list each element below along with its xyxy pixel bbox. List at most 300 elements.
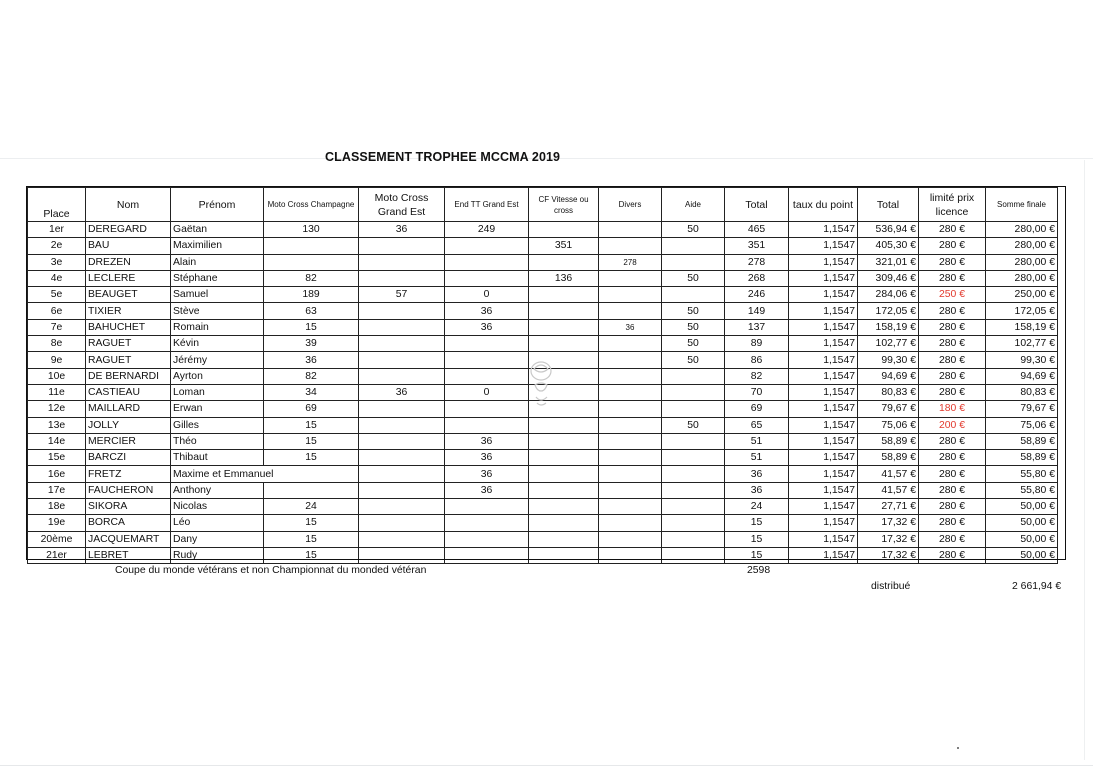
cell-end-tt	[445, 352, 529, 368]
cell-end-tt: 36	[445, 482, 529, 498]
cell-aide	[662, 368, 725, 384]
cell-limite: 180 €	[919, 401, 986, 417]
cell-somme: 80,83 €	[986, 384, 1058, 400]
cell-total-eur: 102,77 €	[858, 336, 919, 352]
cell-cf-vitesse	[529, 450, 599, 466]
cell-mx-champagne: 82	[264, 368, 359, 384]
cell-total: 36	[725, 482, 789, 498]
table-row	[28, 450, 1058, 466]
cell-mx-grand-est	[359, 254, 445, 270]
cell-aide: 50	[662, 352, 725, 368]
cell-cf-vitesse	[529, 515, 599, 531]
cell-aide	[662, 450, 725, 466]
cell-mx-champagne: 15	[264, 319, 359, 335]
cell-end-tt: 36	[445, 303, 529, 319]
cell-divers	[599, 466, 662, 482]
col-header-aide: Aide	[662, 188, 725, 222]
cell-end-tt	[445, 417, 529, 433]
cell-aide	[662, 482, 725, 498]
cell-somme: 158,19 €	[986, 319, 1058, 335]
cell-mx-grand-est	[359, 547, 445, 563]
distribue-label: distribué	[871, 581, 911, 592]
cell-divers	[599, 270, 662, 286]
cell-place: 1er	[28, 222, 86, 238]
cell-prenom: Thibaut	[171, 450, 264, 466]
cell-aide	[662, 401, 725, 417]
cell-place: 7e	[28, 319, 86, 335]
faint-stamp-mark	[525, 357, 559, 413]
cell-limite: 280 €	[919, 319, 986, 335]
cell-mx-champagne: 63	[264, 303, 359, 319]
cell-limite: 280 €	[919, 384, 986, 400]
cell-total: 15	[725, 547, 789, 563]
cell-prenom: Ayrton	[171, 368, 264, 384]
cell-total-eur: 284,06 €	[858, 287, 919, 303]
cell-total: 15	[725, 515, 789, 531]
col-header-place: Place	[28, 188, 86, 222]
cell-somme: 58,89 €	[986, 433, 1058, 449]
cell-prenom: Théo	[171, 433, 264, 449]
cell-cf-vitesse	[529, 319, 599, 335]
cell-total: 24	[725, 499, 789, 515]
cell-aide	[662, 287, 725, 303]
cell-nom: TIXIER	[86, 303, 171, 319]
cell-limite: 280 €	[919, 499, 986, 515]
cell-taux: 1,1547	[789, 515, 858, 531]
cell-end-tt	[445, 531, 529, 547]
cell-end-tt: 0	[445, 384, 529, 400]
cell-somme: 50,00 €	[986, 515, 1058, 531]
cell-aide	[662, 547, 725, 563]
cell-somme: 280,00 €	[986, 238, 1058, 254]
cell-end-tt: 0	[445, 287, 529, 303]
cell-total: 351	[725, 238, 789, 254]
cell-end-tt: 36	[445, 466, 529, 482]
cell-mx-champagne: 15	[264, 531, 359, 547]
cell-total: 137	[725, 319, 789, 335]
cell-aide: 50	[662, 222, 725, 238]
cell-place: 10e	[28, 368, 86, 384]
cell-prenom: Kévin	[171, 336, 264, 352]
cell-aide: 50	[662, 319, 725, 335]
table-row	[28, 238, 1058, 254]
cell-cf-vitesse: 136	[529, 270, 599, 286]
cell-cf-vitesse: 351	[529, 238, 599, 254]
cell-limite: 280 €	[919, 352, 986, 368]
cell-aide	[662, 433, 725, 449]
cell-place: 14e	[28, 433, 86, 449]
cell-limite: 200 €	[919, 417, 986, 433]
cell-somme: 50,00 €	[986, 499, 1058, 515]
cell-total-eur: 80,83 €	[858, 384, 919, 400]
cell-taux: 1,1547	[789, 401, 858, 417]
cell-mx-grand-est	[359, 368, 445, 384]
cell-nom: DREZEN	[86, 254, 171, 270]
cell-total: 15	[725, 531, 789, 547]
cell-nom: SIKORA	[86, 499, 171, 515]
cell-divers	[599, 531, 662, 547]
cell-taux: 1,1547	[789, 319, 858, 335]
cell-divers	[599, 417, 662, 433]
cell-end-tt: 36	[445, 319, 529, 335]
cell-aide	[662, 384, 725, 400]
cell-total: 65	[725, 417, 789, 433]
cell-cf-vitesse	[529, 303, 599, 319]
cell-place: 2e	[28, 238, 86, 254]
cell-total-eur: 27,71 €	[858, 499, 919, 515]
cell-place: 15e	[28, 450, 86, 466]
cell-place: 4e	[28, 270, 86, 286]
cell-nom: BEAUGET	[86, 287, 171, 303]
col-header-prenom: Prénom	[171, 188, 264, 222]
cell-aide	[662, 515, 725, 531]
cell-place: 21er	[28, 547, 86, 563]
cell-taux: 1,1547	[789, 254, 858, 270]
cell-limite: 280 €	[919, 515, 986, 531]
cell-limite: 250 €	[919, 287, 986, 303]
cell-somme: 280,00 €	[986, 270, 1058, 286]
cell-mx-champagne: 130	[264, 222, 359, 238]
col-header-mx-champagne: Moto Cross Champagne	[264, 188, 359, 222]
cell-prenom: Dany	[171, 531, 264, 547]
cell-mx-champagne: 24	[264, 499, 359, 515]
cell-somme: 99,30 €	[986, 352, 1058, 368]
cell-taux: 1,1547	[789, 352, 858, 368]
cell-taux: 1,1547	[789, 547, 858, 563]
cell-total-eur: 17,32 €	[858, 515, 919, 531]
cell-divers	[599, 482, 662, 498]
cell-divers	[599, 384, 662, 400]
cell-total-eur: 58,89 €	[858, 433, 919, 449]
table-row	[28, 254, 1058, 270]
cell-place: 8e	[28, 336, 86, 352]
cell-taux: 1,1547	[789, 368, 858, 384]
cell-total: 278	[725, 254, 789, 270]
cell-end-tt	[445, 547, 529, 563]
cell-limite: 280 €	[919, 222, 986, 238]
scan-artifact-line	[0, 765, 1093, 766]
cell-taux: 1,1547	[789, 287, 858, 303]
cell-limite: 280 €	[919, 254, 986, 270]
table-row	[28, 531, 1058, 547]
cell-divers	[599, 352, 662, 368]
cell-nom: BORCA	[86, 515, 171, 531]
cell-end-tt	[445, 499, 529, 515]
cell-taux: 1,1547	[789, 466, 858, 482]
cell-nom: JACQUEMART	[86, 531, 171, 547]
col-header-mx-grand-est: Moto Cross Grand Est	[359, 188, 445, 222]
cell-nom: RAGUET	[86, 336, 171, 352]
scan-speck	[957, 747, 959, 749]
cell-total-eur: 94,69 €	[858, 368, 919, 384]
cell-mx-grand-est	[359, 515, 445, 531]
cell-aide: 50	[662, 336, 725, 352]
cell-total: 51	[725, 433, 789, 449]
cell-total: 268	[725, 270, 789, 286]
table-row	[28, 515, 1058, 531]
table-row	[28, 499, 1058, 515]
cell-taux: 1,1547	[789, 303, 858, 319]
cell-nom: BARCZI	[86, 450, 171, 466]
cell-end-tt	[445, 368, 529, 384]
cell-divers	[599, 336, 662, 352]
cell-mx-champagne: 15	[264, 450, 359, 466]
cell-cf-vitesse	[529, 287, 599, 303]
cell-mx-champagne: 15	[264, 433, 359, 449]
cell-divers	[599, 303, 662, 319]
cell-aide: 50	[662, 303, 725, 319]
col-header-total: Total	[725, 188, 789, 222]
cell-end-tt: 36	[445, 433, 529, 449]
cell-divers	[599, 401, 662, 417]
cell-place: 5e	[28, 287, 86, 303]
cell-end-tt	[445, 270, 529, 286]
cell-end-tt	[445, 515, 529, 531]
cell-nom: FAUCHERON	[86, 482, 171, 498]
cell-place: 16e	[28, 466, 86, 482]
cell-total-eur: 17,32 €	[858, 531, 919, 547]
cell-end-tt: 249	[445, 222, 529, 238]
cell-nom: BAHUCHET	[86, 319, 171, 335]
cell-prenom: Maxime et Emmanuel	[171, 466, 359, 482]
cell-total: 36	[725, 466, 789, 482]
cell-taux: 1,1547	[789, 222, 858, 238]
cell-prenom: Maximilien	[171, 238, 264, 254]
cell-limite: 280 €	[919, 433, 986, 449]
cell-mx-champagne: 15	[264, 515, 359, 531]
col-header-limite: limité prix licence	[919, 188, 986, 222]
cell-total: 51	[725, 450, 789, 466]
cell-total: 465	[725, 222, 789, 238]
table-row	[28, 319, 1058, 335]
cell-taux: 1,1547	[789, 482, 858, 498]
cell-mx-grand-est	[359, 303, 445, 319]
scan-artifact-line	[1084, 160, 1085, 760]
cell-limite: 280 €	[919, 368, 986, 384]
cell-somme: 58,89 €	[986, 450, 1058, 466]
cell-prenom: Stéphane	[171, 270, 264, 286]
cell-divers	[599, 433, 662, 449]
table-row	[28, 417, 1058, 433]
cell-place: 13e	[28, 417, 86, 433]
col-header-nom: Nom	[86, 188, 171, 222]
cell-total: 82	[725, 368, 789, 384]
cell-total-eur: 17,32 €	[858, 547, 919, 563]
cell-mx-grand-est	[359, 450, 445, 466]
cell-cf-vitesse	[529, 547, 599, 563]
table-row	[28, 466, 1058, 482]
cell-total-eur: 172,05 €	[858, 303, 919, 319]
table-row	[28, 303, 1058, 319]
cell-cf-vitesse	[529, 466, 599, 482]
cell-cf-vitesse	[529, 254, 599, 270]
cell-place: 18e	[28, 499, 86, 515]
cell-taux: 1,1547	[789, 499, 858, 515]
cell-mx-champagne: 69	[264, 401, 359, 417]
table-row	[28, 270, 1058, 286]
cell-place: 9e	[28, 352, 86, 368]
cell-cf-vitesse	[529, 482, 599, 498]
cell-total-eur: 41,57 €	[858, 482, 919, 498]
cell-prenom: Nicolas	[171, 499, 264, 515]
footer-note: Coupe du monde vétérans et non Championnat du monded vétéran	[115, 565, 427, 576]
cell-mx-grand-est	[359, 319, 445, 335]
cell-taux: 1,1547	[789, 450, 858, 466]
cell-end-tt: 36	[445, 450, 529, 466]
cell-somme: 55,80 €	[986, 482, 1058, 498]
cell-limite: 280 €	[919, 450, 986, 466]
cell-mx-champagne: 15	[264, 417, 359, 433]
table-row	[28, 482, 1058, 498]
col-header-taux: taux du point	[789, 188, 858, 222]
cell-somme: 250,00 €	[986, 287, 1058, 303]
cell-place: 12e	[28, 401, 86, 417]
cell-taux: 1,1547	[789, 336, 858, 352]
cell-divers: 36	[599, 319, 662, 335]
cell-mx-grand-est	[359, 270, 445, 286]
cell-divers	[599, 222, 662, 238]
cell-nom: RAGUET	[86, 352, 171, 368]
cell-cf-vitesse	[529, 433, 599, 449]
cell-prenom: Gilles	[171, 417, 264, 433]
cell-nom: MAILLARD	[86, 401, 171, 417]
cell-divers	[599, 368, 662, 384]
cell-mx-grand-est	[359, 466, 445, 482]
cell-somme: 55,80 €	[986, 466, 1058, 482]
cell-total-eur: 41,57 €	[858, 466, 919, 482]
cell-mx-champagne: 189	[264, 287, 359, 303]
col-header-divers: Divers	[599, 188, 662, 222]
cell-place: 3e	[28, 254, 86, 270]
cell-total: 149	[725, 303, 789, 319]
cell-mx-champagne	[264, 482, 359, 498]
cell-nom: LECLERE	[86, 270, 171, 286]
cell-cf-vitesse	[529, 222, 599, 238]
cell-mx-grand-est	[359, 531, 445, 547]
cell-taux: 1,1547	[789, 238, 858, 254]
cell-total-eur: 158,19 €	[858, 319, 919, 335]
cell-limite: 280 €	[919, 547, 986, 563]
table-row	[28, 287, 1058, 303]
cell-total: 86	[725, 352, 789, 368]
cell-cf-vitesse	[529, 417, 599, 433]
cell-nom: FRETZ	[86, 466, 171, 482]
cell-mx-champagne: 34	[264, 384, 359, 400]
cell-total-eur: 99,30 €	[858, 352, 919, 368]
cell-total-eur: 405,30 €	[858, 238, 919, 254]
cell-nom: DE BERNARDI	[86, 368, 171, 384]
cell-end-tt	[445, 254, 529, 270]
cell-divers	[599, 450, 662, 466]
cell-aide	[662, 499, 725, 515]
cell-aide	[662, 254, 725, 270]
cell-mx-champagne: 82	[264, 270, 359, 286]
cell-somme: 94,69 €	[986, 368, 1058, 384]
cell-aide	[662, 531, 725, 547]
cell-prenom: Jérémy	[171, 352, 264, 368]
cell-total: 89	[725, 336, 789, 352]
cell-place: 11e	[28, 384, 86, 400]
cell-prenom: Rudy	[171, 547, 264, 563]
cell-mx-grand-est	[359, 417, 445, 433]
cell-total-eur: 536,94 €	[858, 222, 919, 238]
cell-somme: 172,05 €	[986, 303, 1058, 319]
cell-total: 246	[725, 287, 789, 303]
cell-nom: BAU	[86, 238, 171, 254]
distribue-total: 2 661,94 €	[1012, 581, 1062, 592]
cell-mx-grand-est	[359, 238, 445, 254]
cell-somme: 50,00 €	[986, 547, 1058, 563]
table-row	[28, 547, 1058, 563]
cell-place: 20ème	[28, 531, 86, 547]
cell-somme: 75,06 €	[986, 417, 1058, 433]
cell-prenom: Erwan	[171, 401, 264, 417]
page-title: CLASSEMENT TROPHEE MCCMA 2019	[325, 150, 561, 164]
cell-mx-grand-est	[359, 433, 445, 449]
cell-mx-grand-est	[359, 499, 445, 515]
cell-taux: 1,1547	[789, 531, 858, 547]
cell-somme: 50,00 €	[986, 531, 1058, 547]
cell-aide: 50	[662, 417, 725, 433]
cell-prenom: Romain	[171, 319, 264, 335]
cell-limite: 280 €	[919, 238, 986, 254]
cell-taux: 1,1547	[789, 433, 858, 449]
table-row	[28, 222, 1058, 238]
cell-limite: 280 €	[919, 270, 986, 286]
cell-divers	[599, 547, 662, 563]
cell-total-eur: 58,89 €	[858, 450, 919, 466]
cell-divers	[599, 515, 662, 531]
col-header-total-eur: Total	[858, 188, 919, 222]
cell-aide	[662, 466, 725, 482]
cell-mx-grand-est	[359, 482, 445, 498]
col-header-somme: Somme finale	[986, 188, 1058, 222]
cell-nom: CASTIEAU	[86, 384, 171, 400]
col-header-end-tt: End TT Grand Est	[445, 188, 529, 222]
cell-mx-grand-est: 36	[359, 384, 445, 400]
cell-divers	[599, 499, 662, 515]
cell-mx-grand-est: 57	[359, 287, 445, 303]
cell-taux: 1,1547	[789, 384, 858, 400]
cell-mx-grand-est	[359, 401, 445, 417]
cell-prenom: Stève	[171, 303, 264, 319]
cell-limite: 280 €	[919, 482, 986, 498]
cell-limite: 280 €	[919, 531, 986, 547]
cell-total: 69	[725, 401, 789, 417]
cell-aide	[662, 238, 725, 254]
cell-place: 17e	[28, 482, 86, 498]
cell-aide: 50	[662, 270, 725, 286]
cell-taux: 1,1547	[789, 270, 858, 286]
cell-limite: 280 €	[919, 303, 986, 319]
cell-limite: 280 €	[919, 336, 986, 352]
cell-place: 6e	[28, 303, 86, 319]
cell-prenom: Loman	[171, 384, 264, 400]
cell-cf-vitesse	[529, 531, 599, 547]
cell-total-eur: 321,01 €	[858, 254, 919, 270]
cell-mx-champagne	[264, 254, 359, 270]
cell-prenom: Anthony	[171, 482, 264, 498]
table-row	[28, 336, 1058, 352]
table-row	[28, 433, 1058, 449]
cell-total-eur: 79,67 €	[858, 401, 919, 417]
cell-end-tt	[445, 336, 529, 352]
cell-place: 19e	[28, 515, 86, 531]
cell-divers: 278	[599, 254, 662, 270]
cell-nom: DEREGARD	[86, 222, 171, 238]
cell-mx-champagne: 36	[264, 352, 359, 368]
cell-end-tt	[445, 238, 529, 254]
